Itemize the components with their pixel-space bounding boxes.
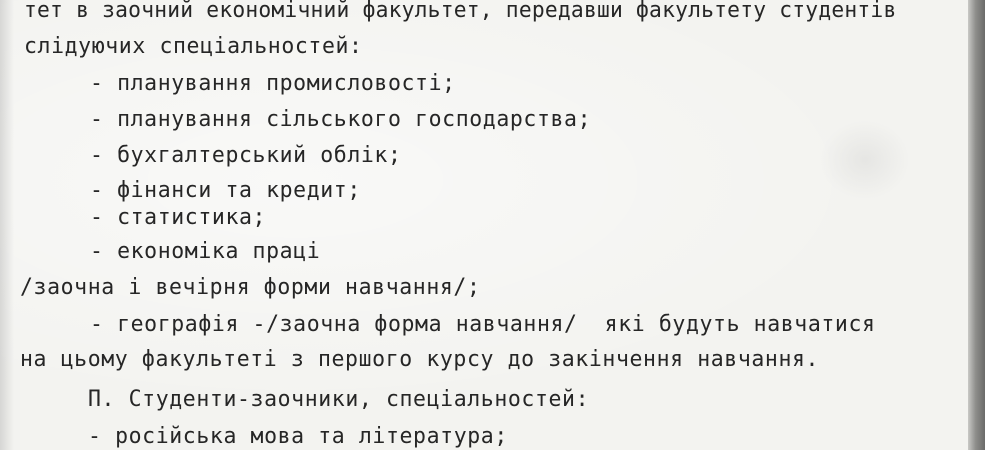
list-item-industry-planning: - планування промисловості; — [90, 69, 456, 97]
list-item-geography: - географія -/заочна форма навчання/ які будуть навчатися — [90, 310, 876, 338]
list-item-russian-literature: - російська мова та література; — [88, 422, 508, 450]
list-item-finance-credit: - фінанси та кредит; — [90, 176, 361, 204]
text-line-2: слідуючих спеціальностей: — [24, 32, 363, 60]
list-item-statistics: - статистика; — [90, 203, 267, 231]
list-item-agriculture-planning: - планування сільського господарства; — [90, 105, 592, 133]
page-right-edge-shadow — [968, 0, 985, 450]
list-item-accounting: - бухгалтерський облік; — [90, 141, 402, 169]
page-left-edge-shadow — [0, 0, 14, 450]
text-line-study-forms: /заочна і вечірня форми навчання/; — [20, 273, 481, 301]
faint-bleed-through-mark — [820, 120, 910, 200]
text-line-1: тет в заочний економічний факультет, передавши факультету студентів — [24, 0, 897, 24]
list-item-labor-economics: - економіка праці — [90, 237, 321, 265]
text-line-faculty-study: на цьому факультеті з першого курсу до закінчення навчання. — [20, 345, 820, 373]
section-heading-correspondence-students: П. Студенти-заочники, спеціальностей: — [88, 385, 590, 413]
